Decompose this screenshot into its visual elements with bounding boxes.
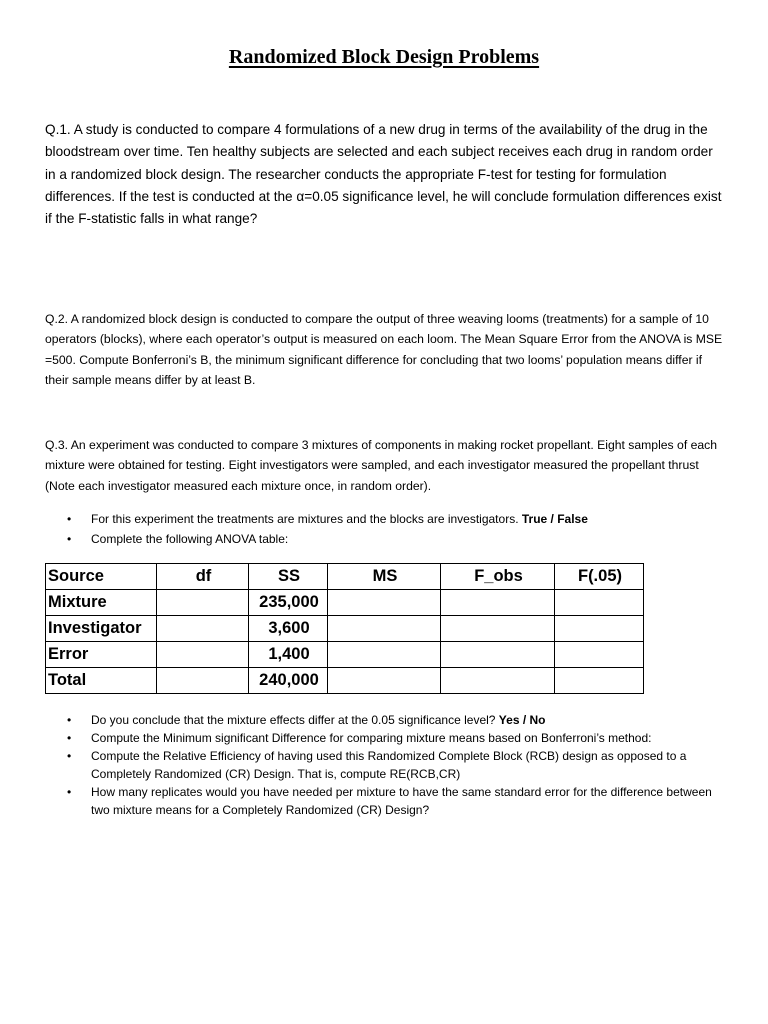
cell-source: Mixture (46, 590, 157, 616)
header-f-crit: F(.05) (555, 564, 644, 590)
bullet-text: Do you conclude that the mixture effects differ at the 0.05 significance level? (91, 713, 499, 727)
cell-f-obs (441, 642, 555, 668)
cell-ms (328, 590, 441, 616)
anova-table (45, 563, 644, 694)
page-title: Randomized Block Design Problems (228, 46, 540, 68)
question-1-text-end: =0.05 significance level, he will conclude formulation differences exist if the F-statistic falls in what range? (45, 188, 722, 227)
question-1-text: Q.1. A study is conducted to compare 4 formulations of a new drug in terms of the availability of the drug in the bloodstream over time. Ten healthy subjects are selected and each subject receives each drug in random order in a randomized block design. The researcher conducts the appropriate F-test for testing for formulation differences. If the test is conducted at the (45, 122, 713, 204)
bullet-text: Compute the Minimum significant Difference for comparing mixture means based on Bonferroni’s method: (91, 731, 652, 746)
table-row (46, 590, 644, 616)
cell-f-crit (555, 616, 644, 642)
table-row (46, 616, 644, 642)
cell-source: Investigator (46, 616, 157, 642)
header-df: df (157, 564, 249, 590)
cell-ss: 240,000 (249, 668, 328, 694)
header-ss: SS (249, 564, 328, 590)
list-item (67, 783, 717, 819)
cell-ms (328, 642, 441, 668)
header-f-obs: F_obs (441, 564, 555, 590)
bullet-text: For this experiment the treatments are mixtures and the blocks are investigators. (91, 512, 522, 526)
cell-f-crit (555, 642, 644, 668)
question-3: Q.3. An experiment was conducted to compare 3 mixtures of components in making rocket propellant. Eight samples of each mixture were obtained for testing. Eight investigators were sampled, and each investigator measured the propellant thrust (Note each investigator measured each mixture once, in random order). (45, 438, 718, 493)
cell-f-obs (441, 668, 555, 694)
cell-ss: 3,600 (249, 616, 328, 642)
cell-source: Total (46, 668, 157, 694)
cell-f-obs (441, 616, 555, 642)
question-3-bullets-bottom (67, 711, 717, 820)
alpha-symbol: α (296, 188, 305, 204)
cell-ss: 1,400 (249, 642, 328, 668)
table-header-row (46, 564, 644, 590)
cell-ms (328, 616, 441, 642)
list-item (67, 509, 717, 529)
cell-df (157, 668, 249, 694)
header-source: Source (46, 564, 157, 590)
bullet-text: Compute the Relative Efficiency of having used this Randomized Complete Block (RCB) design as opposed to a Completely Randomized (CR) Design. That is, compute RE(RCB,CR) (91, 749, 687, 782)
header-ms: MS (328, 564, 441, 590)
cell-df (157, 590, 249, 616)
table-row (46, 642, 644, 668)
cell-source: Error (46, 642, 157, 668)
cell-ss: 235,000 (249, 590, 328, 616)
yes-no-choice: Yes / No (498, 713, 546, 727)
bullet-text: How many replicates would you have needed per mixture to have the same standard error for the difference between two mixture means for a Completely Randomized (CR) Design? (91, 785, 712, 818)
list-item (67, 729, 717, 747)
bullet-text: Complete the following ANOVA table: (91, 532, 289, 546)
question-2: Q.2. A randomized block design is conducted to compare the output of three weaving looms (treatments) for a sample of 10 operators (blocks), where each operator’s output is measured on each loom. The Mean Square Error from the ANOVA is MSE =500. Compute Bonferroni’s B, the minimum significant difference for concluding that two looms’ population means differ if their sample means differ by at least B. (45, 312, 723, 387)
question-3-bullets-top (67, 509, 717, 549)
cell-df (157, 616, 249, 642)
list-item (67, 529, 717, 549)
cell-f-crit (555, 668, 644, 694)
question-1 (45, 119, 725, 230)
cell-ms (328, 668, 441, 694)
true-false-choice: True / False (521, 512, 588, 526)
cell-f-obs (441, 590, 555, 616)
cell-f-crit (555, 590, 644, 616)
cell-df (157, 642, 249, 668)
list-item (67, 747, 717, 783)
list-item (67, 711, 717, 729)
table-row (46, 668, 644, 694)
